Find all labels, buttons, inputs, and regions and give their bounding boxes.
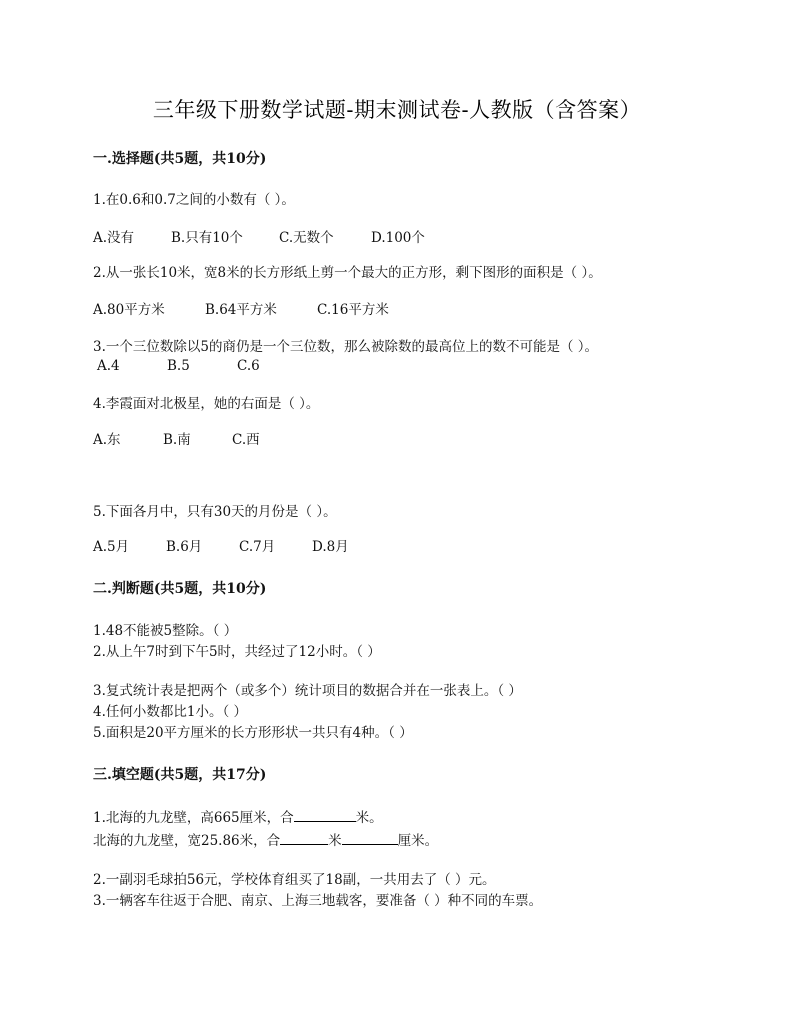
question-text: 5.面积是20平方厘米的长方形形状一共只有4种。（ ）: [93, 725, 413, 741]
options-row: [93, 538, 349, 556]
answer-blank[interactable]: [294, 807, 356, 822]
option: A.没有: [93, 230, 135, 246]
section-heading-judge: 二.判断题(共5题，共10分): [93, 581, 267, 597]
option: C.6: [237, 358, 260, 374]
question-text: 5.下面各月中，只有30天的月份是（ ）。: [93, 504, 337, 520]
section-heading-fill: 三.填空题(共5题，共17分): [93, 767, 267, 783]
section-heading-choice: 一.选择题(共5题，共10分): [93, 151, 267, 167]
question-text: 4.李霞面对北极星，她的右面是（ ）。: [93, 396, 320, 412]
option: A.80平方米: [93, 302, 165, 318]
option: B.6月: [166, 539, 203, 555]
question-text: 米: [328, 833, 342, 849]
question-text: 厘米。: [397, 833, 439, 849]
fill-question: [93, 807, 383, 827]
question-text: 1.48不能被5整除。（ ）: [93, 623, 238, 639]
option: A.东: [93, 432, 121, 448]
question-text: 1.在0.6和0.7之间的小数有（ ）。: [93, 192, 295, 208]
question-text: 1.北海的九龙壁，高665厘米，合: [93, 810, 294, 826]
option: D.8月: [312, 539, 349, 555]
options-row: [93, 431, 260, 449]
option: B.64平方米: [205, 302, 277, 318]
fill-question: [93, 830, 438, 850]
answer-blank[interactable]: [342, 830, 398, 845]
question-text: 4.任何小数都比1小。（ ）: [93, 704, 248, 720]
option: C.7月: [239, 539, 276, 555]
option: A.5月: [93, 539, 130, 555]
option: D.100个: [371, 230, 425, 246]
question-text: 2.一副羽毛球拍56元，学校体育组买了18副，一共用去了（ ）元。: [93, 872, 496, 888]
document-title: 三年级下册数学试题-期末测试卷-人教版（含答案）: [152, 98, 642, 122]
options-row: [97, 357, 260, 375]
question-text: 3.一个三位数除以5的商仍是一个三位数，那么被除数的最高位上的数不可能是（ ）。: [93, 339, 599, 355]
options-row: [93, 229, 425, 247]
option: B.南: [163, 432, 191, 448]
option: C.无数个: [279, 230, 334, 246]
question-text: 2.从上午7时到下午5时，共经过了12小时。（ ）: [93, 644, 381, 660]
question-text: 3.复式统计表是把两个（或多个）统计项目的数据合并在一张表上。（ ）: [93, 683, 522, 699]
option: B.5: [167, 358, 190, 374]
option: C.西: [232, 432, 260, 448]
question-text: 北海的九龙壁，宽25.86米，合: [93, 833, 281, 849]
question-text: 3.一辆客车往返于合肥、南京、上海三地载客，要准备（ ）种不同的车票。: [93, 893, 543, 909]
option: A.4: [97, 358, 120, 374]
options-row: [93, 301, 389, 319]
question-text: 2.从一张长10米，宽8米的长方形纸上剪一个最大的正方形，剩下图形的面积是（ ）。: [93, 265, 602, 281]
question-text: 米。: [355, 810, 383, 826]
option: B.只有10个: [171, 230, 243, 246]
option: C.16平方米: [317, 302, 389, 318]
answer-blank[interactable]: [280, 830, 328, 845]
